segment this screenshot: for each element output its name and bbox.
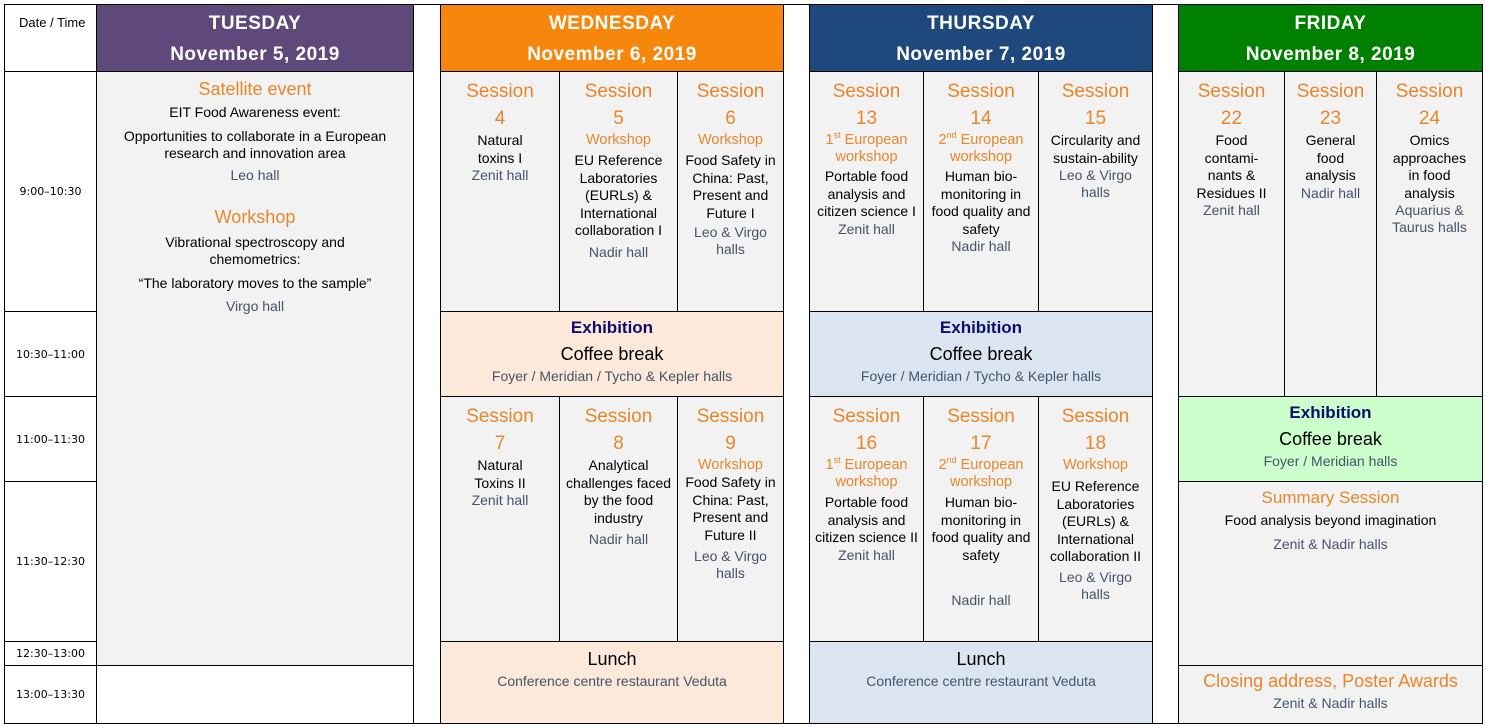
workshop-tag: 1st European workshop — [825, 130, 908, 165]
tuesday-events — [96, 71, 414, 666]
session-22[interactable]: Session 22 Food contami-nants & Residues II Zenit hall — [1178, 71, 1285, 397]
thursday-lunch: Lunch Conference centre restaurant Veduta — [809, 641, 1153, 724]
session-24[interactable]: Session 24 Omics approaches in food analysis Aquarius & Taurus halls — [1376, 71, 1483, 397]
satellite-event-label: Satellite event — [198, 79, 312, 99]
column-gap — [783, 4, 810, 724]
wednesday-day: WEDNESDAY — [548, 13, 676, 34]
session-hall: Leo & Virgo halls — [694, 548, 767, 581]
session-18[interactable]: Session 18 Workshop EU Reference Laboratories (EURLs) & International collaboration II Leo & Virgo halls — [1038, 396, 1153, 642]
session-hall: Leo & Virgo halls — [694, 224, 767, 257]
workshop-title-1: Vibrational spectroscopy and chemometrics: — [165, 233, 345, 267]
thursday-coffee-break: Exhibition Coffee break Foyer / Meridian / Tycho & Kepler halls — [809, 311, 1153, 397]
session-7[interactable]: Session 7 Natural Toxins II Zenit hall — [440, 396, 560, 642]
date-time-header — [4, 4, 97, 72]
session-hall: Nadir hall — [588, 243, 649, 260]
date-time-label: Date / Time — [19, 15, 86, 30]
time-slot-1130: 11:30–12:30 — [4, 481, 97, 642]
session-6[interactable]: Session 6 Workshop Food Safety in China: Past, Present and Future I Leo & Virgo halls — [677, 71, 784, 312]
session-15[interactable]: Session 15 Circularity and sustain-ability Leo & Virgo halls — [1038, 71, 1153, 312]
workshop-title-2: “The laboratory moves to the sample” — [138, 274, 372, 291]
workshop-tag: Workshop — [697, 132, 763, 148]
session-17[interactable]: Session 17 2nd European workshop Human bio-monitoring in food quality and safety Nadir hall — [923, 396, 1039, 642]
session-hall: Leo & Virgo halls — [1059, 167, 1132, 200]
tuesday-day: TUESDAY — [208, 13, 302, 34]
session-hall: Zenit hall — [471, 167, 529, 183]
session-8[interactable]: Session 8 Analytical challenges faced by the food industry Nadir hall — [559, 396, 678, 642]
session-14[interactable]: Session 14 2nd European workshop Human bio-monitoring in food quality and safety Nadir hall — [923, 71, 1039, 312]
thursday-day: THURSDAY — [927, 13, 1035, 34]
time-slot-1300: 13:00–13:30 — [4, 665, 97, 724]
satellite-hall: Leo hall — [230, 166, 280, 183]
workshop-hall: Virgo hall — [225, 298, 285, 314]
summary-session[interactable]: Summary Session Food analysis beyond imagination Zenit & Nadir halls — [1178, 481, 1483, 666]
workshop-tag: Workshop — [1062, 457, 1128, 473]
session-hall: Zenit hall — [838, 220, 895, 237]
workshop-tag: Workshop — [697, 457, 763, 473]
session-hall: Zenit hall — [471, 492, 529, 508]
session-hall: Aquarius & Taurus halls — [1392, 202, 1467, 235]
friday-header — [1178, 4, 1483, 72]
column-gap — [1152, 4, 1179, 724]
workshop-tag: 2nd European workshop — [938, 130, 1024, 165]
session-4[interactable]: Session 4 Natural toxins I Zenit hall — [440, 71, 560, 312]
session-13[interactable]: Session 13 1st European workshop Portable food analysis and citizen science I Zenit hall — [809, 71, 924, 312]
session-9[interactable]: Session 9 Workshop Food Safety in China: Past, Present and Future II Leo & Virgo halls — [677, 396, 784, 642]
tuesday-empty-slot — [96, 665, 414, 724]
closing-address[interactable]: Closing address, Poster Awards Zenit & Nadir halls — [1178, 665, 1483, 724]
tuesday-date: November 5, 2019 — [170, 44, 340, 65]
session-5[interactable]: Session 5 Workshop EU Reference Laboratories (EURLs) & International collaboration I Nadir hall — [559, 71, 678, 312]
session-hall: Nadir hall — [951, 238, 1011, 254]
workshop-tag: 1st European workshop — [825, 455, 908, 490]
wednesday-header — [440, 4, 784, 72]
time-slot-1030: 10:30–11:00 — [4, 311, 97, 397]
wednesday-coffee-break: Exhibition Coffee break Foyer / Meridian / Tycho & Kepler halls — [440, 311, 784, 397]
column-gap — [413, 4, 441, 724]
thursday-date: November 7, 2019 — [896, 44, 1066, 65]
session-hall: Zenit hall — [838, 546, 895, 563]
session-16[interactable]: Session 16 1st European workshop Portable food analysis and citizen science II Zenit hall — [809, 396, 924, 642]
workshop-tag: 2nd European workshop — [938, 455, 1024, 490]
wednesday-date: November 6, 2019 — [527, 44, 697, 65]
session-hall: Nadir hall — [951, 592, 1011, 608]
wednesday-lunch: Lunch Conference centre restaurant Veduta — [440, 641, 784, 724]
time-slot-1100: 11:00–11:30 — [4, 396, 97, 482]
friday-coffee-break: Exhibition Coffee break Foyer / Meridian halls — [1178, 396, 1483, 482]
friday-date: November 8, 2019 — [1245, 44, 1416, 65]
session-hall: Nadir hall — [1300, 184, 1361, 201]
tuesday-header — [96, 4, 414, 72]
session-hall: Nadir hall — [588, 531, 649, 547]
satellite-title-2: Opportunities to collaborate in a European research and innovation area — [123, 127, 387, 161]
time-slot-1230: 12:30–13:00 — [4, 641, 97, 666]
thursday-header — [809, 4, 1153, 72]
friday-day: FRIDAY — [1294, 13, 1367, 34]
session-hall: Zenit hall — [1203, 202, 1260, 218]
session-23[interactable]: Session 23 General food analysis Nadir hall — [1284, 71, 1377, 397]
time-slot-0900: 9:00–10:30 — [4, 71, 97, 312]
workshop-label: Workshop — [214, 206, 296, 227]
satellite-title-1: EIT Food Awareness event: — [169, 104, 341, 120]
workshop-tag: Workshop — [585, 132, 651, 148]
session-hall: Leo & Virgo halls — [1059, 568, 1132, 602]
